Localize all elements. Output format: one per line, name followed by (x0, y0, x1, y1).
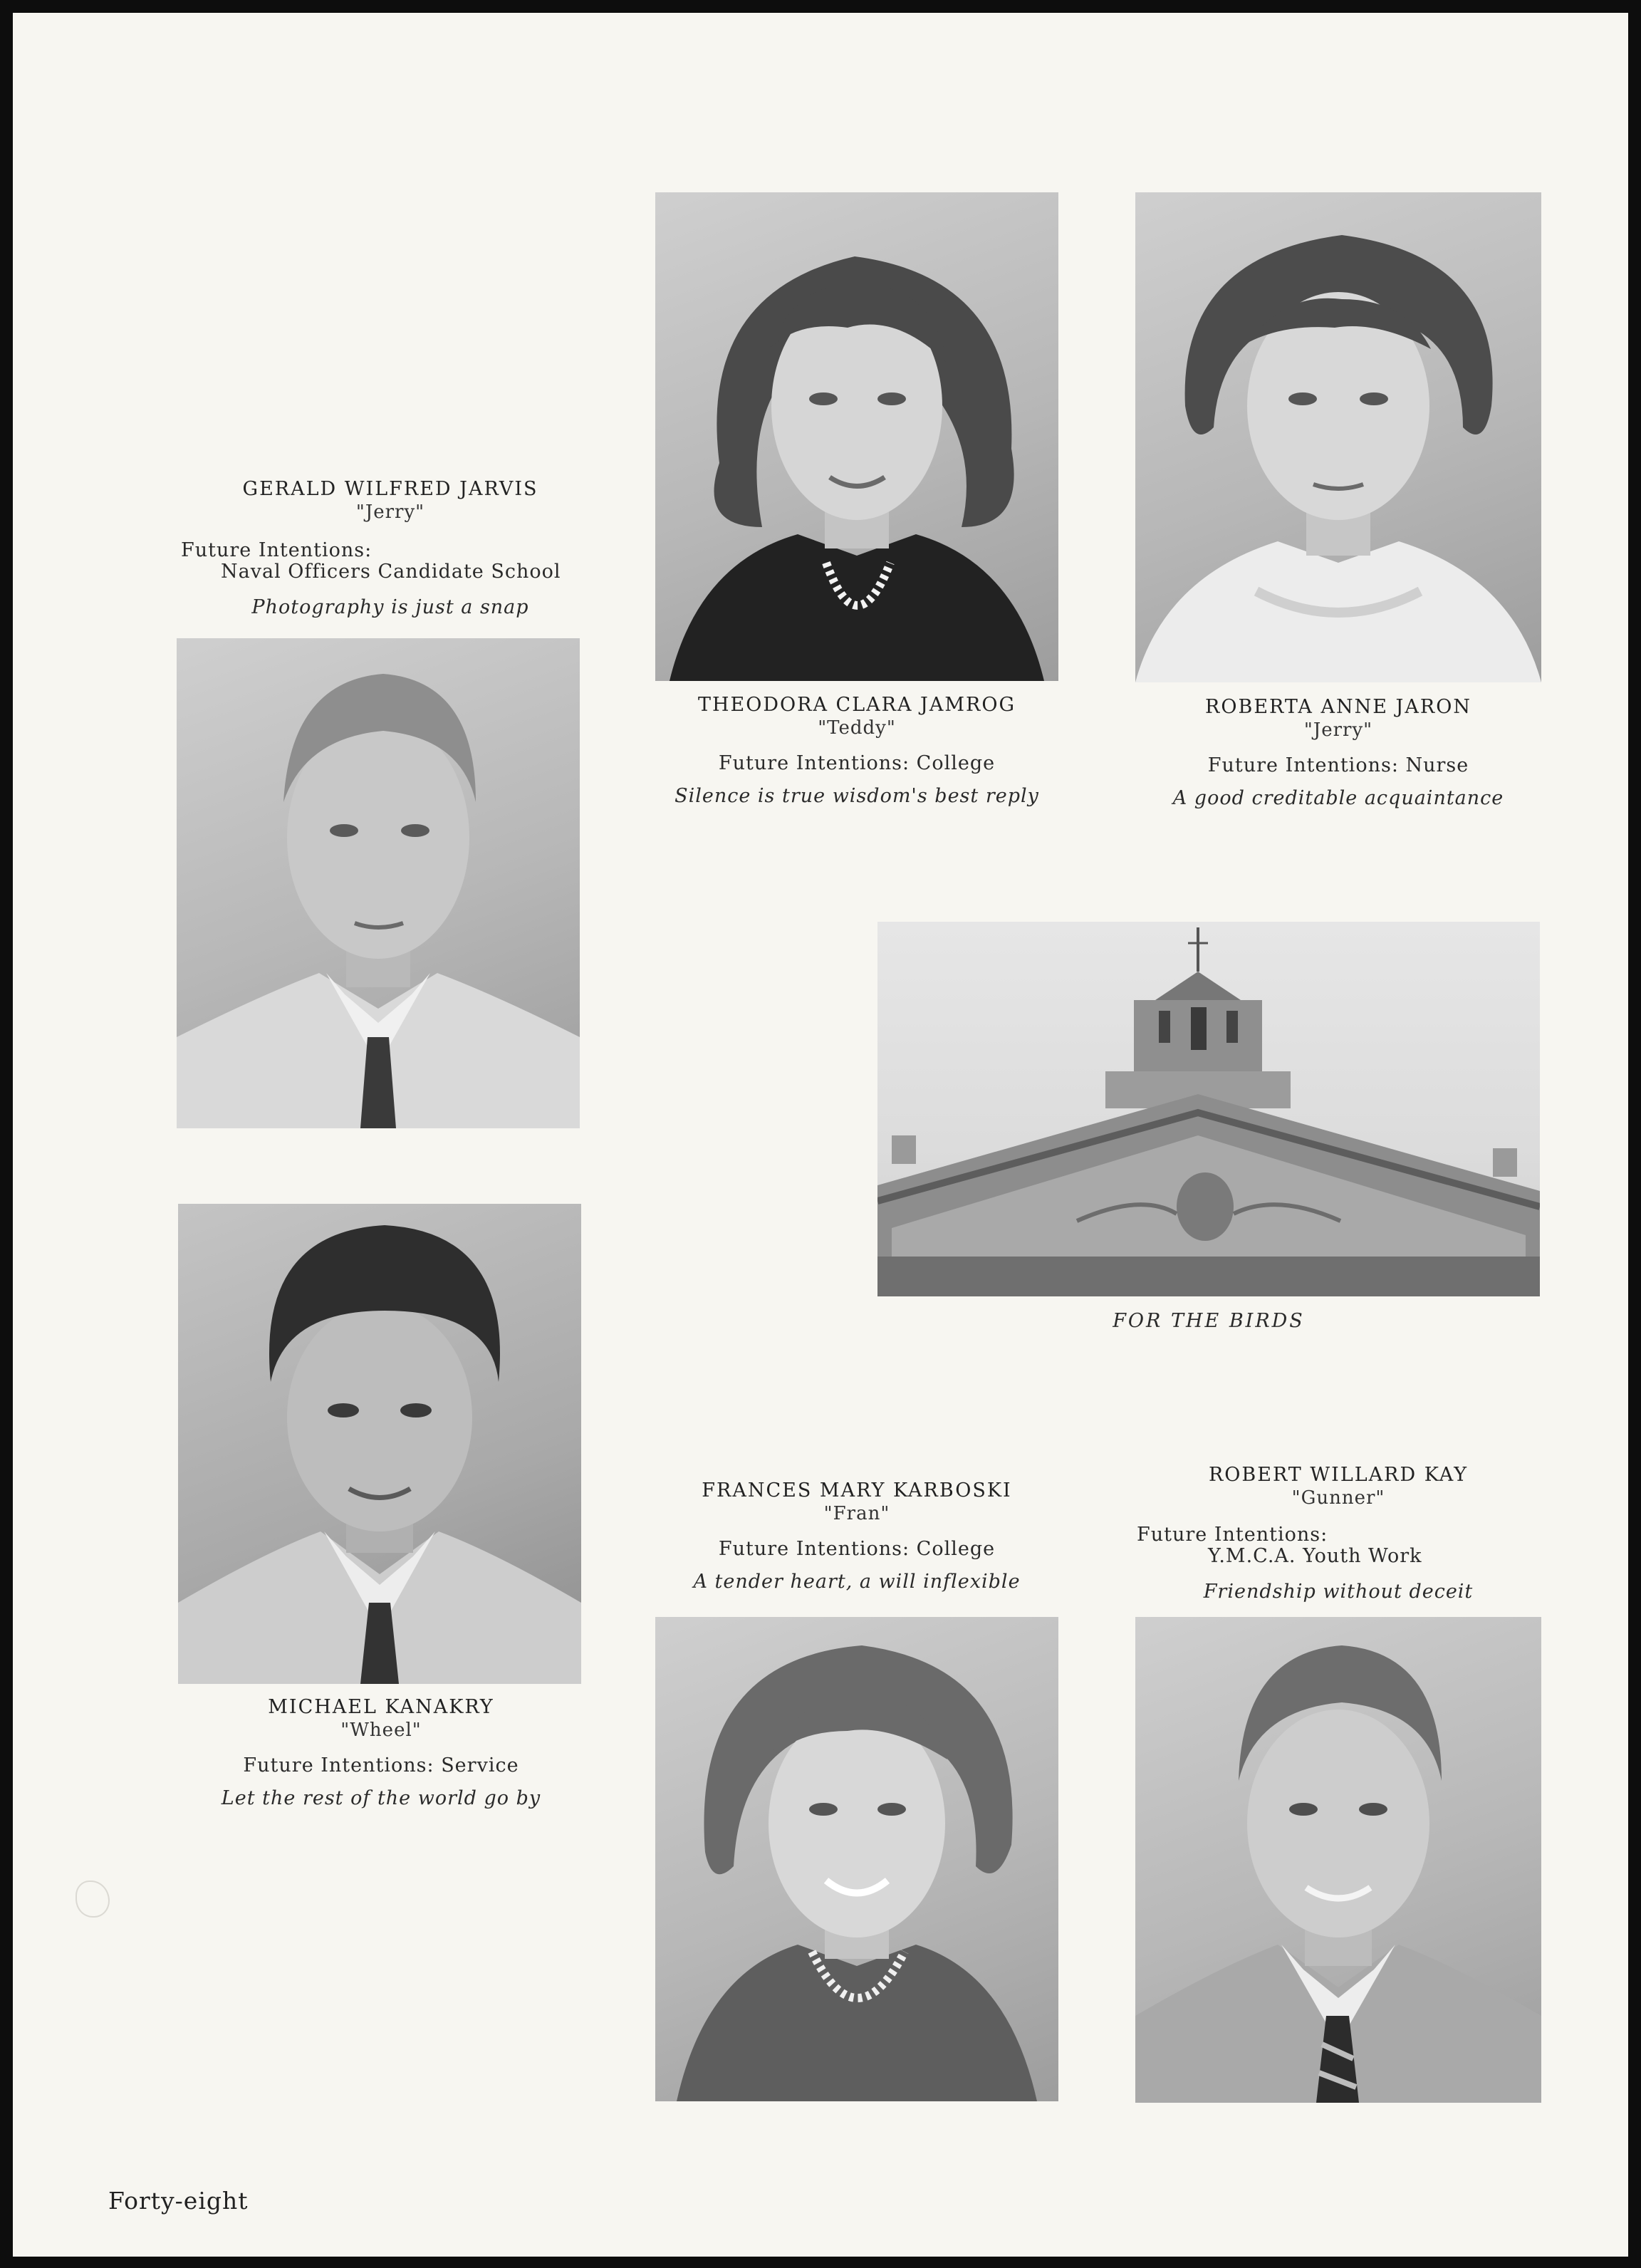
student-intentions: Future Intentions: College (718, 1538, 996, 1560)
student-name: MICHAEL KANAKRY (268, 1696, 494, 1718)
portrait-photo-kay (1135, 1617, 1541, 2103)
student-nickname: "Gunner" (1291, 1487, 1385, 1509)
student-intentions-jarvis (181, 540, 580, 583)
student-caption-kanakry (171, 1695, 591, 1811)
student-motto: A tender heart, a will inflexible (693, 1571, 1021, 1593)
student-nickname: "Fran" (823, 1503, 890, 1524)
intentions-value: Naval Officers Candidate School (221, 561, 561, 583)
student-caption-karboski (647, 1479, 1067, 1594)
intentions-label: Future Intentions: (181, 539, 373, 561)
intentions-value: Y.M.C.A. Youth Work (1208, 1545, 1422, 1567)
student-nickname: "Jerry" (355, 501, 425, 523)
student-nickname: "Wheel" (340, 1720, 422, 1741)
portrait-photo-jamrog (655, 192, 1058, 681)
student-intentions-kay (1137, 1524, 1536, 1567)
student-name: FRANCES MARY KARBOSKI (702, 1479, 1012, 1502)
student-motto: A good creditable acquaintance (1172, 787, 1504, 809)
student-caption-jaron (1128, 695, 1548, 811)
student-nickname: "Jerry" (1303, 719, 1373, 741)
student-caption-jarvis (177, 477, 604, 523)
building-photo (877, 922, 1540, 1296)
portrait-photo-jaron (1135, 192, 1541, 682)
student-motto: Silence is true wisdom's best reply (674, 785, 1039, 807)
student-intentions: Future Intentions: Nurse (1207, 754, 1469, 776)
student-motto: Photography is just a snap (251, 596, 529, 618)
yearbook-page (13, 13, 1628, 2257)
student-motto: Let the rest of the world go by (221, 1787, 541, 1809)
student-nickname: "Teddy" (818, 717, 896, 739)
student-caption-kay (1128, 1463, 1548, 1509)
student-name: ROBERT WILLARD KAY (1208, 1464, 1469, 1486)
student-intentions: Future Intentions: Service (243, 1754, 519, 1777)
building-caption: FOR THE BIRDS (1113, 1310, 1305, 1332)
student-intentions: Future Intentions: College (718, 752, 996, 774)
student-motto: Friendship without deceit (1203, 1581, 1474, 1603)
page-number: Forty-eight (108, 2187, 249, 2215)
portrait-photo-karboski (655, 1617, 1058, 2101)
portrait-photo-jarvis (177, 638, 580, 1128)
portrait-photo-kanakry (178, 1204, 581, 1684)
page-smudge (75, 1881, 110, 1918)
student-caption-jamrog (647, 693, 1067, 808)
student-name: GERALD WILFRED JARVIS (242, 478, 538, 500)
student-name: THEODORA CLARA JAMROG (697, 694, 1016, 716)
intentions-label: Future Intentions: (1137, 1524, 1328, 1546)
student-name: ROBERTA ANNE JARON (1205, 696, 1471, 718)
